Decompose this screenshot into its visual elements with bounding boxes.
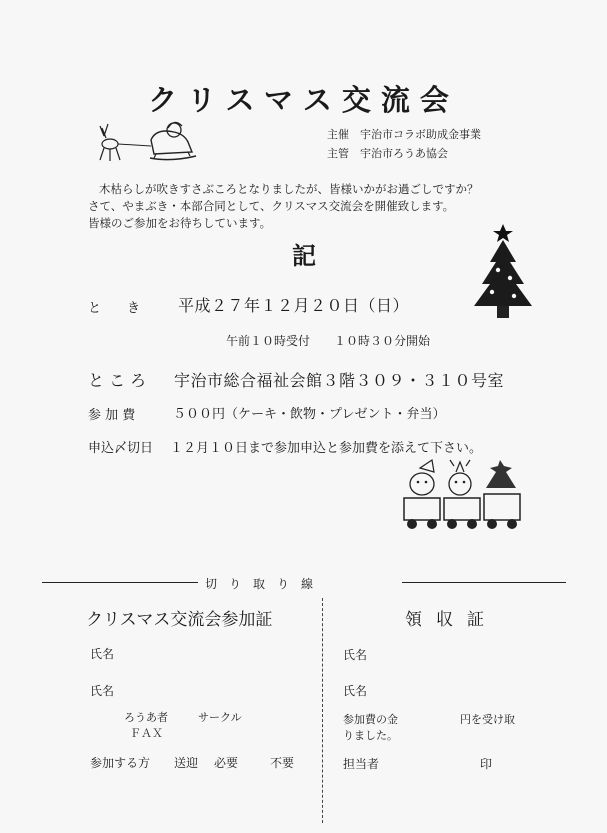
receipt-received-text: 円を受け取 [460, 713, 515, 726]
where-value: 宇治市総合福祉会館３階３０９・３１０号室 [174, 371, 505, 390]
ki-heading: 記 [292, 242, 316, 270]
intro-line-3: 皆様のご参加をお待ちしています。 [88, 216, 272, 230]
slip-name-2: 氏名 [90, 684, 115, 698]
deadline-label: 申込〆切日 [88, 441, 154, 456]
receipt-name-2: 氏名 [343, 684, 368, 698]
slip-pickup-need: 必要 [214, 756, 239, 770]
receipt-received-text-2: りました。 [343, 729, 398, 742]
receipt-fee-text: 参加費の金 [343, 713, 398, 726]
cut-line-label: 切り取り線 [205, 577, 326, 591]
christmas-tree-illustration [468, 222, 538, 324]
when-value: 平成２７年１２月２０日（日） [178, 296, 410, 315]
intro-line-2: さて、やまぶき・本部合同として、クリスマス交流会を開催致します。 [88, 199, 455, 213]
santa-sleigh-illustration [96, 118, 206, 168]
fee-label: 参 加 費 [88, 408, 136, 423]
fee-value: ５００円（ケーキ・飲物・プレゼント・弁当） [173, 407, 446, 422]
cut-line-left [42, 582, 198, 583]
slip-attend-label: 参加する方 [90, 756, 151, 770]
intro-line-1: 木枯らしが吹きすさぶころとなりましたが、皆様いかがお過ごしですか？ [99, 182, 479, 196]
receipt-seal: 印 [480, 757, 493, 771]
slip-pickup-noneed: 不要 [270, 756, 295, 770]
organizer-manager: 主管 宇治市ろうあ協会 [327, 147, 448, 160]
slip-pickup-label: 送迎 [174, 756, 199, 770]
time-value: 午前１０時受付 １０時３０分開始 [226, 334, 431, 348]
slip-title: クリスマス交流会参加証 [86, 610, 273, 630]
organizer-host: 主催 宇治市コラボ助成金事業 [327, 128, 481, 141]
page-title: クリスマス交流会 [148, 83, 459, 117]
christmas-train-illustration [400, 458, 530, 538]
slip-group-circle: サークル [198, 711, 242, 724]
receipt-name-1: 氏名 [343, 648, 368, 662]
slip-group-deaf: ろうあ者 [124, 711, 168, 724]
where-label: と こ ろ [88, 371, 147, 390]
slip-divider [322, 598, 323, 823]
when-label: と き [88, 301, 141, 316]
receipt-title: 領収証 [405, 610, 498, 630]
receipt-staff: 担当者 [343, 757, 380, 771]
slip-name-1: 氏名 [90, 647, 115, 661]
slip-fax: ＦＡＸ [130, 727, 163, 740]
deadline-value: １２月１０日まで参加申込と参加費を添えて下さい。 [170, 441, 483, 456]
cut-line-right [402, 582, 566, 583]
